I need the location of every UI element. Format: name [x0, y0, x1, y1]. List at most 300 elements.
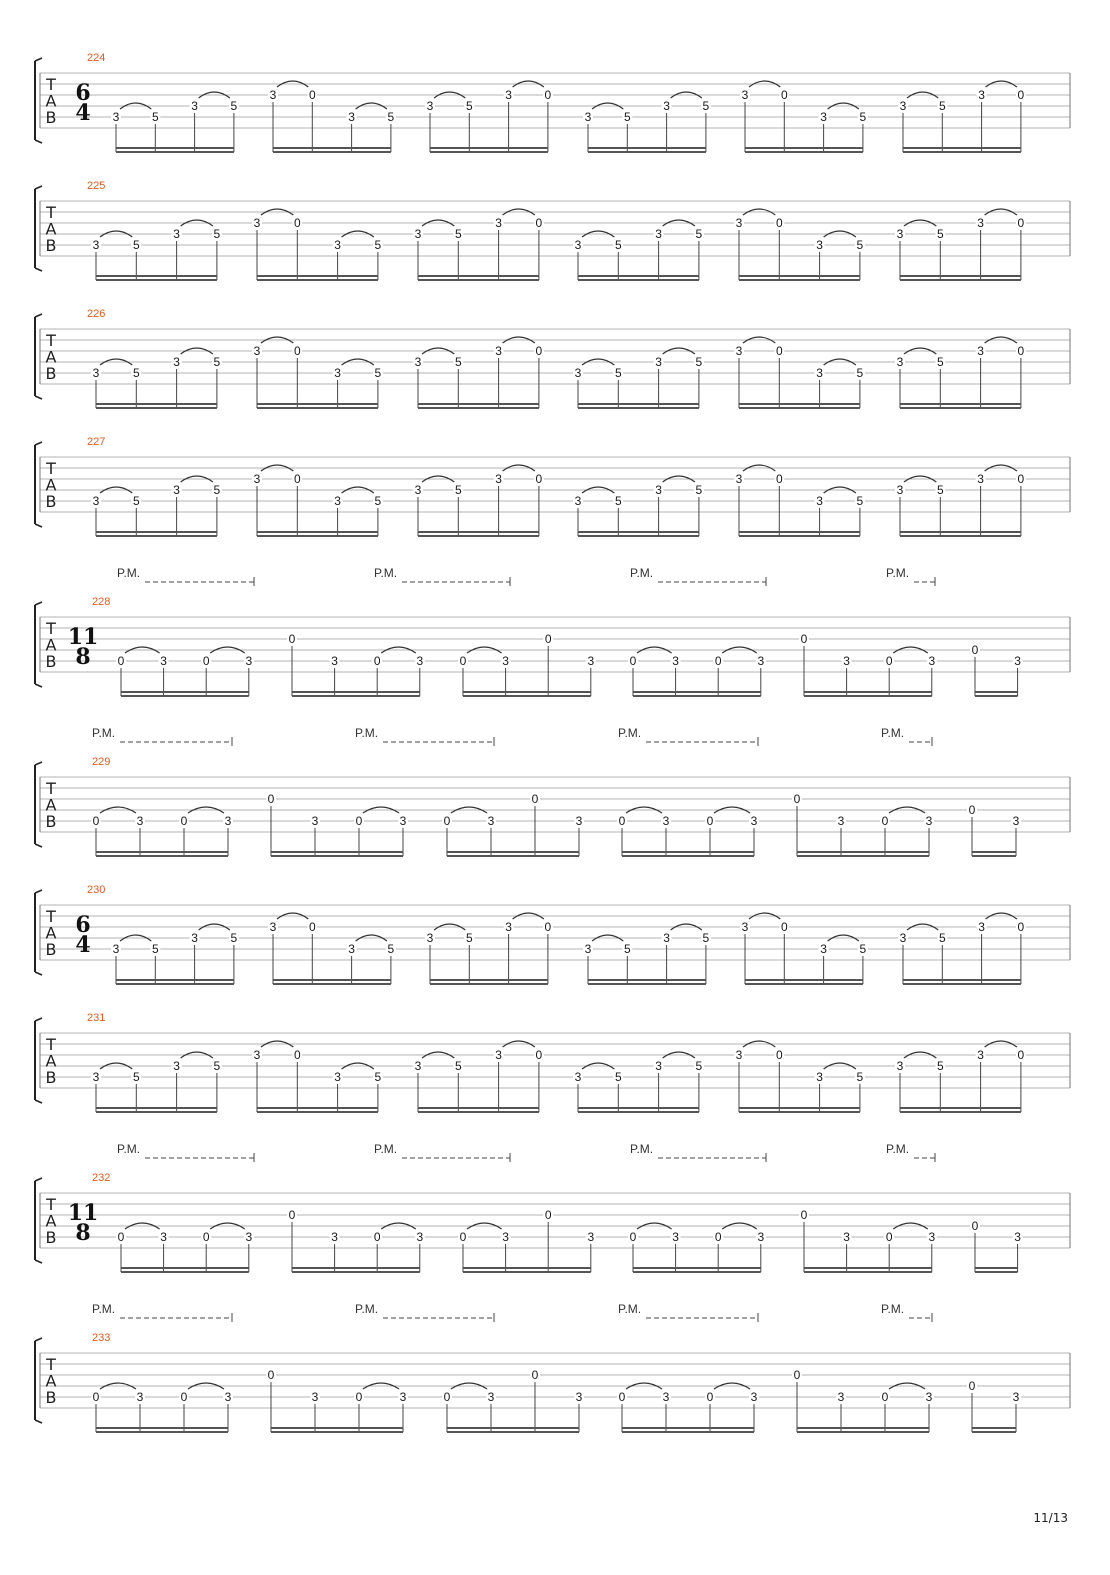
fret-number: 5	[454, 483, 462, 497]
fret-number: 3	[399, 1390, 407, 1404]
beam-group	[458, 632, 596, 696]
fret-number: 0	[881, 1390, 889, 1404]
fret-number: 0	[459, 1230, 467, 1244]
measure-number: 229	[92, 756, 111, 768]
fret-number: 3	[672, 654, 679, 668]
beam-group	[287, 632, 425, 696]
beam-group	[970, 1219, 1023, 1272]
fret-number: 3	[574, 1070, 582, 1084]
tab-clef-letter: A	[45, 635, 57, 655]
fret-number: 3	[414, 1059, 422, 1073]
beam-group	[967, 803, 1021, 856]
fret-number: 0	[535, 344, 543, 358]
fret-number: 3	[896, 227, 904, 241]
fret-number: 3	[334, 1070, 341, 1084]
fret-number: 3	[662, 814, 670, 828]
fret-number: 0	[288, 632, 296, 646]
beam-group	[91, 476, 222, 536]
fret-number: 0	[714, 654, 722, 668]
fret-number: 5	[695, 1059, 703, 1073]
fret-number: 3	[191, 99, 198, 113]
bracket-hook	[35, 972, 42, 975]
beam-group	[573, 220, 704, 280]
palm-mute-label: P.M.	[630, 566, 654, 580]
fret-number: 0	[544, 1208, 552, 1222]
tab-clef-letter: T	[46, 331, 56, 350]
fret-number: 3	[173, 1059, 180, 1073]
fret-number: 5	[374, 494, 382, 508]
fret-number: 3	[977, 472, 984, 486]
fret-number: 0	[293, 472, 301, 486]
fret-number: 3	[334, 366, 341, 380]
fret-number: 3	[311, 1390, 319, 1404]
fret-number: 5	[132, 238, 140, 252]
fret-number: 0	[293, 1048, 301, 1062]
fret-number: 3	[253, 216, 261, 230]
fret-number: 5	[936, 355, 944, 369]
fret-number: 0	[885, 654, 893, 668]
fret-number: 5	[151, 110, 159, 124]
bracket-hook	[35, 1260, 42, 1263]
time-signature-bottom: 8	[75, 644, 91, 670]
fret-number: 5	[938, 99, 946, 113]
fret-number: 3	[925, 1390, 933, 1404]
fret-number: 3	[502, 654, 509, 668]
fret-number: 3	[574, 238, 582, 252]
time-signature-top: 6	[75, 912, 91, 938]
fret-number: 3	[92, 494, 100, 508]
fret-number: 0	[180, 1390, 188, 1404]
fret-number: 3	[416, 654, 424, 668]
fret-number: 3	[334, 494, 341, 508]
fret-number: 3	[495, 344, 502, 358]
fret-number: 0	[267, 792, 275, 806]
bracket-hook	[35, 1100, 42, 1103]
fret-number: 0	[531, 1368, 539, 1382]
bracket-hook	[35, 762, 42, 765]
fret-number: 3	[574, 494, 582, 508]
fret-number: 0	[885, 1230, 893, 1244]
fret-number: 5	[454, 355, 462, 369]
tab-clef-letter: A	[45, 219, 57, 239]
fret-number: 3	[843, 1230, 850, 1244]
fret-number: 3	[92, 238, 100, 252]
beam-group	[792, 1368, 934, 1432]
fret-number: 3	[655, 355, 662, 369]
fret-number: 3	[977, 216, 984, 230]
tab-clef-letter: B	[45, 492, 57, 511]
fret-number: 5	[614, 1070, 622, 1084]
fret-number: 5	[213, 483, 221, 497]
fret-number: 0	[775, 344, 783, 358]
fret-number: 3	[426, 99, 434, 113]
beam-group	[442, 792, 584, 856]
tab-system	[35, 180, 1070, 280]
fret-number: 0	[180, 814, 188, 828]
fret-number: 5	[387, 110, 395, 124]
fret-number: 3	[928, 654, 936, 668]
fret-number: 3	[160, 654, 167, 668]
palm-mute-label: P.M.	[92, 1302, 116, 1316]
fret-number: 3	[663, 931, 670, 945]
fret-number: 3	[925, 814, 933, 828]
fret-number: 3	[414, 355, 422, 369]
fret-number: 3	[584, 942, 592, 956]
fret-number: 0	[775, 472, 783, 486]
fret-number: 3	[655, 227, 662, 241]
fret-number: 3	[896, 483, 904, 497]
fret-number: 3	[587, 654, 595, 668]
tab-clef-letter: A	[45, 795, 57, 815]
fret-number: 5	[132, 366, 140, 380]
fret-number: 0	[355, 814, 363, 828]
fret-number: 5	[936, 227, 944, 241]
fret-number: 3	[414, 483, 422, 497]
bracket-hook	[35, 396, 42, 399]
palm-mute-label: P.M.	[618, 726, 642, 740]
measure-number: 230	[87, 884, 106, 896]
fret-number: 3	[928, 1230, 936, 1244]
tab-system	[35, 436, 1070, 536]
fret-number: 0	[968, 803, 976, 817]
fret-number: 3	[426, 931, 434, 945]
fret-number: 3	[173, 355, 180, 369]
beam-group	[799, 632, 937, 696]
fret-number: 5	[856, 366, 864, 380]
fret-number: 0	[308, 88, 316, 102]
fret-number: 0	[1017, 344, 1025, 358]
fret-number: 3	[899, 931, 907, 945]
fret-number: 0	[971, 643, 979, 657]
time-signature-bottom: 4	[75, 932, 91, 958]
fret-number: 5	[454, 227, 462, 241]
tab-clef-letter: B	[45, 812, 57, 831]
fret-number: 3	[112, 110, 120, 124]
fret-number: 3	[735, 344, 743, 358]
beam-group	[583, 924, 711, 984]
time-signature-bottom: 8	[75, 1220, 91, 1246]
bracket-hook	[35, 1420, 42, 1423]
fret-number: 5	[465, 931, 473, 945]
page-number: 11/13	[1033, 1511, 1068, 1525]
fret-number: 3	[575, 814, 583, 828]
palm-mute-label: P.M.	[117, 566, 141, 580]
bracket-hook	[35, 58, 42, 61]
fret-number: 0	[92, 1390, 100, 1404]
fret-number: 3	[816, 238, 823, 252]
fret-number: 3	[735, 472, 743, 486]
fret-number: 0	[1017, 920, 1025, 934]
fret-number: 0	[1017, 88, 1025, 102]
fret-number: 5	[936, 483, 944, 497]
palm-mute-label: P.M.	[355, 1302, 379, 1316]
fret-number: 3	[253, 344, 261, 358]
fret-number: 5	[230, 931, 238, 945]
fret-number: 5	[387, 942, 395, 956]
fret-number: 3	[173, 227, 180, 241]
tab-clef-letter: A	[45, 1051, 57, 1071]
measure-number: 233	[92, 1332, 111, 1344]
fret-number: 3	[92, 366, 100, 380]
fret-number: 5	[702, 931, 710, 945]
tab-system	[35, 566, 1070, 696]
fret-number: 0	[775, 216, 783, 230]
fret-number: 5	[132, 494, 140, 508]
tab-clef-letter: T	[46, 907, 56, 926]
palm-mute-label: P.M.	[374, 566, 398, 580]
fret-number: 3	[173, 483, 180, 497]
fret-number: 3	[191, 931, 198, 945]
fret-number: 0	[1017, 1048, 1025, 1062]
fret-number: 3	[487, 1390, 495, 1404]
fret-number: 0	[629, 1230, 637, 1244]
tab-clef-letter: A	[45, 1371, 57, 1391]
fret-number: 3	[837, 814, 845, 828]
bracket-hook	[35, 314, 42, 317]
fret-number: 3	[896, 355, 904, 369]
fret-number: 0	[793, 792, 801, 806]
fret-number: 3	[311, 814, 319, 828]
fret-number: 5	[454, 1059, 462, 1073]
tab-clef-letter: B	[45, 652, 57, 671]
time-signature-bottom: 4	[75, 100, 91, 126]
tab-system	[35, 1012, 1070, 1112]
fret-number: 5	[213, 1059, 221, 1073]
fret-number: 3	[136, 814, 144, 828]
tab-clef-letter: A	[45, 91, 57, 111]
tab-clef-letter: T	[46, 1355, 56, 1374]
fret-number: 3	[584, 110, 592, 124]
bracket-hook	[35, 186, 42, 189]
fret-number: 5	[614, 366, 622, 380]
fret-number: 3	[416, 1230, 424, 1244]
fret-number: 3	[843, 654, 850, 668]
fret-number: 0	[629, 654, 637, 668]
fret-number: 3	[741, 920, 749, 934]
bracket-hook	[35, 442, 42, 445]
fret-number: 0	[1017, 216, 1025, 230]
fret-number: 3	[655, 1059, 662, 1073]
fret-number: 0	[443, 814, 451, 828]
beam-group	[573, 1052, 704, 1112]
measure-number: 226	[87, 308, 106, 320]
fret-number: 3	[269, 920, 277, 934]
fret-number: 3	[1014, 654, 1021, 668]
bracket-hook	[35, 844, 42, 847]
fret-number: 0	[535, 216, 543, 230]
tab-clef-letter: T	[46, 75, 56, 94]
fret-number: 0	[373, 1230, 381, 1244]
fret-number: 3	[663, 99, 670, 113]
bracket-hook	[35, 140, 42, 143]
tab-clef-letter: T	[46, 1035, 56, 1054]
fret-number: 0	[293, 216, 301, 230]
bracket-hook	[35, 602, 42, 605]
fret-number: 3	[245, 1230, 253, 1244]
fret-number: 5	[695, 355, 703, 369]
palm-mute-label: P.M.	[886, 566, 910, 580]
fret-number: 3	[245, 654, 253, 668]
palm-mute-label: P.M.	[881, 1302, 905, 1316]
fret-number: 5	[614, 238, 622, 252]
fret-number: 3	[978, 920, 985, 934]
fret-number: 0	[202, 1230, 210, 1244]
fret-number: 5	[213, 227, 221, 241]
fret-number: 5	[374, 366, 382, 380]
palm-mute-label: P.M.	[92, 726, 116, 740]
fret-number: 5	[151, 942, 159, 956]
beam-group	[573, 348, 704, 408]
fret-number: 3	[224, 814, 232, 828]
fret-number: 0	[714, 1230, 722, 1244]
beam-group	[111, 92, 239, 152]
time-signature-top: 6	[75, 80, 91, 106]
tab-system	[35, 1302, 1070, 1432]
fret-number: 0	[288, 1208, 296, 1222]
beam-group	[266, 792, 408, 856]
tab-clef-letter: B	[45, 108, 57, 127]
fret-number: 0	[267, 1368, 275, 1382]
fret-number: 3	[977, 1048, 984, 1062]
tab-clef-letter: B	[45, 364, 57, 383]
fret-number: 3	[816, 366, 823, 380]
fret-number: 3	[487, 814, 495, 828]
palm-mute-label: P.M.	[886, 1142, 910, 1156]
fret-number: 0	[355, 1390, 363, 1404]
fret-number: 3	[672, 1230, 679, 1244]
beam-group	[111, 924, 239, 984]
fret-number: 0	[618, 814, 626, 828]
fret-number: 5	[465, 99, 473, 113]
beam-group	[266, 1368, 408, 1432]
fret-number: 0	[373, 654, 381, 668]
fret-number: 0	[775, 1048, 783, 1062]
fret-number: 3	[414, 227, 422, 241]
tab-system	[35, 726, 1070, 856]
measure-number: 228	[92, 596, 111, 608]
tab-clef-letter: T	[46, 203, 56, 222]
fret-number: 0	[618, 1390, 626, 1404]
fret-number: 5	[623, 110, 631, 124]
fret-number: 0	[544, 88, 552, 102]
fret-number: 3	[757, 654, 765, 668]
beam-group	[91, 220, 222, 280]
beam-group	[91, 1052, 222, 1112]
fret-number: 5	[132, 1070, 140, 1084]
fret-number: 3	[574, 366, 582, 380]
measure-number: 224	[87, 52, 106, 64]
fret-number: 0	[535, 472, 543, 486]
bracket-hook	[35, 1018, 42, 1021]
fret-number: 0	[780, 88, 788, 102]
fret-number: 3	[575, 1390, 583, 1404]
tab-clef-letter: T	[46, 779, 56, 798]
fret-number: 3	[495, 1048, 502, 1062]
fret-number: 0	[706, 814, 714, 828]
palm-mute-label: P.M.	[618, 1302, 642, 1316]
tab-clef-letter: A	[45, 347, 57, 367]
tab-clef-letter: B	[45, 1068, 57, 1087]
fret-number: 3	[587, 1230, 595, 1244]
bracket-hook	[35, 1338, 42, 1341]
tab-clef-letter: A	[45, 475, 57, 495]
fret-number: 5	[614, 494, 622, 508]
tab-clef-letter: T	[46, 619, 56, 638]
fret-number: 3	[655, 483, 662, 497]
fret-number: 3	[735, 1048, 743, 1062]
tab-clef-letter: B	[45, 236, 57, 255]
fret-number: 3	[750, 814, 758, 828]
tab-clef-letter: T	[46, 1195, 56, 1214]
fret-number: 0	[117, 654, 125, 668]
fret-number: 3	[269, 88, 277, 102]
fret-number: 0	[544, 920, 552, 934]
fret-number: 0	[293, 344, 301, 358]
beam-group	[573, 476, 704, 536]
fret-number: 3	[348, 942, 355, 956]
beam-group	[970, 643, 1023, 696]
fret-number: 0	[535, 1048, 543, 1062]
fret-number: 3	[334, 238, 341, 252]
tab-system	[35, 52, 1070, 152]
bracket-hook	[35, 268, 42, 271]
palm-mute-label: P.M.	[117, 1142, 141, 1156]
fret-number: 3	[899, 99, 907, 113]
fret-number: 3	[1014, 1230, 1021, 1244]
fret-number: 5	[230, 99, 238, 113]
measure-number: 231	[87, 1012, 106, 1024]
fret-number: 0	[459, 654, 467, 668]
fret-number: 0	[202, 654, 210, 668]
fret-number: 3	[735, 216, 743, 230]
fret-number: 3	[331, 654, 338, 668]
palm-mute-label: P.M.	[881, 726, 905, 740]
tab-clef-letter: B	[45, 1228, 57, 1247]
bracket-hook	[35, 1178, 42, 1181]
fret-number: 0	[117, 1230, 125, 1244]
fret-number: 5	[856, 238, 864, 252]
fret-number: 3	[253, 472, 261, 486]
fret-number: 3	[505, 88, 512, 102]
time-signature-top: 11	[67, 624, 99, 650]
fret-number: 5	[702, 99, 710, 113]
fret-number: 3	[816, 494, 823, 508]
fret-number: 5	[856, 1070, 864, 1084]
fret-number: 3	[495, 216, 502, 230]
palm-mute-label: P.M.	[374, 1142, 398, 1156]
fret-number: 3	[820, 942, 827, 956]
fret-number: 0	[308, 920, 316, 934]
beam-group	[91, 348, 222, 408]
fret-number: 3	[136, 1390, 144, 1404]
fret-number: 0	[793, 1368, 801, 1382]
fret-number: 3	[331, 1230, 338, 1244]
fret-number: 5	[695, 227, 703, 241]
fret-number: 0	[780, 920, 788, 934]
fret-number: 3	[112, 942, 120, 956]
tab-clef-letter: B	[45, 940, 57, 959]
fret-number: 5	[859, 942, 867, 956]
beam-group	[442, 1368, 584, 1432]
fret-number: 3	[816, 1070, 823, 1084]
fret-number: 3	[224, 1390, 232, 1404]
fret-number: 5	[859, 110, 867, 124]
beam-group	[967, 1379, 1021, 1432]
fret-number: 0	[881, 814, 889, 828]
fret-number: 5	[938, 931, 946, 945]
fret-number: 5	[695, 483, 703, 497]
bracket-hook	[35, 684, 42, 687]
